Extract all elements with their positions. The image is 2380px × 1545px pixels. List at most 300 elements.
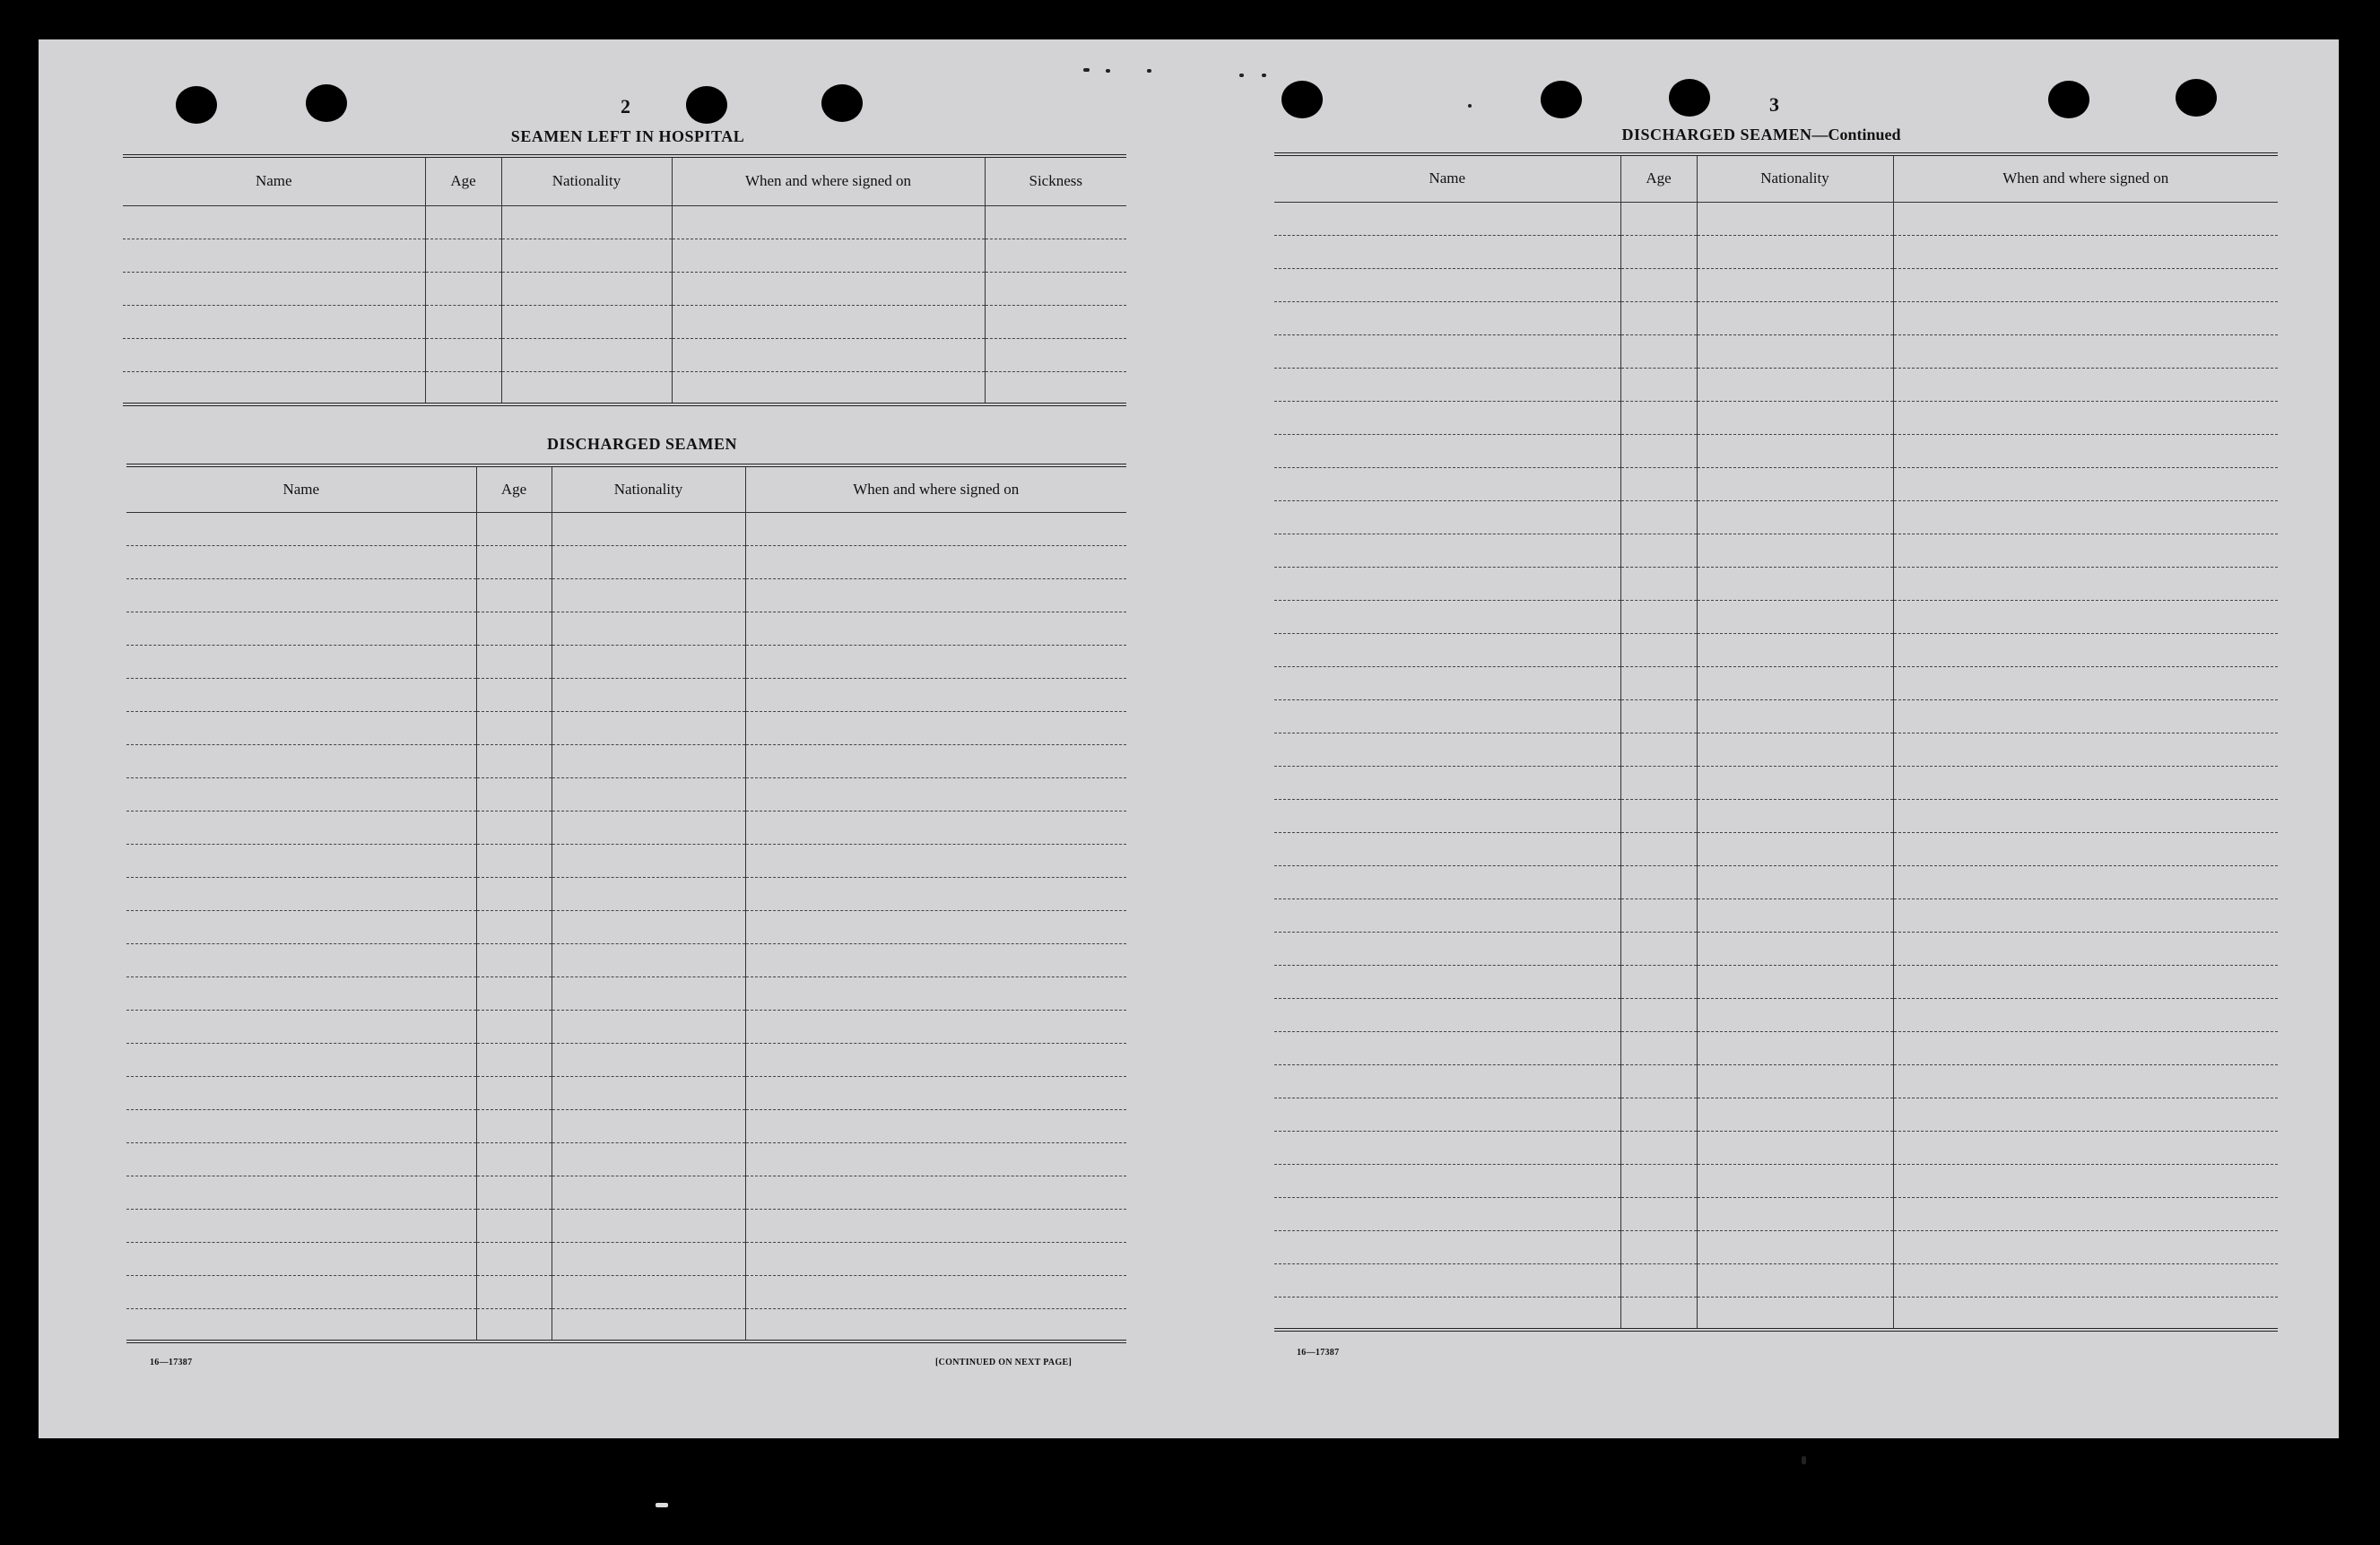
- blank-entry-cell: [1893, 334, 2278, 368]
- blank-entry-cell: [1893, 434, 2278, 467]
- blank-entry-cell: [1620, 1031, 1697, 1064]
- column-header-signed-on: When and where signed on: [672, 156, 985, 205]
- blank-entry-row: [126, 1142, 1126, 1176]
- blank-entry-cell: [1893, 1131, 2278, 1164]
- blank-entry-cell: [552, 943, 745, 976]
- blank-entry-cell: [1697, 401, 1893, 434]
- blank-entry-row: [1274, 534, 2278, 567]
- discharged-continued-table: [1274, 152, 2278, 1332]
- blank-entry-row: [1274, 1131, 2278, 1164]
- blank-entry-row: [1274, 965, 2278, 998]
- blank-entry-row: [1274, 1297, 2278, 1330]
- blank-entry-cell: [126, 1010, 476, 1043]
- blank-entry-cell: [126, 844, 476, 877]
- blank-entry-row: [1274, 368, 2278, 401]
- blank-entry-cell: [1697, 1297, 1893, 1330]
- blank-entry-cell: [1274, 1131, 1620, 1164]
- blank-entry-cell: [745, 910, 1126, 943]
- blank-entry-cell: [745, 1109, 1126, 1142]
- blank-entry-cell: [1620, 932, 1697, 965]
- blank-entry-row: [1274, 633, 2278, 666]
- blank-entry-cell: [1620, 1197, 1697, 1230]
- blank-entry-row: [126, 744, 1126, 777]
- blank-entry-cell: [1620, 500, 1697, 534]
- blank-entry-cell: [1697, 733, 1893, 766]
- blank-entry-cell: [552, 777, 745, 811]
- discharged-table: [126, 464, 1126, 1343]
- blank-entry-cell: [126, 578, 476, 612]
- blank-entry-cell: [1620, 965, 1697, 998]
- column-header-signed-on: When and where signed on: [745, 465, 1126, 512]
- blank-entry-cell: [476, 844, 552, 877]
- blank-entry-cell: [1274, 1230, 1620, 1263]
- blank-entry-cell: [745, 1043, 1126, 1076]
- blank-entry-row: [1274, 799, 2278, 832]
- blank-entry-cell: [1893, 932, 2278, 965]
- blank-entry-cell: [476, 943, 552, 976]
- blank-entry-cell: [123, 338, 425, 371]
- column-header-sickness: Sickness: [985, 156, 1126, 205]
- blank-entry-cell: [745, 1010, 1126, 1043]
- blank-entry-row: [1274, 766, 2278, 799]
- blank-entry-cell: [745, 1209, 1126, 1242]
- blank-entry-cell: [1274, 434, 1620, 467]
- blank-entry-cell: [672, 272, 985, 305]
- blank-entry-cell: [1893, 567, 2278, 600]
- blank-entry-cell: [1697, 1197, 1893, 1230]
- blank-entry-cell: [501, 338, 672, 371]
- blank-entry-cell: [1893, 865, 2278, 898]
- blank-entry-cell: [1697, 766, 1893, 799]
- blank-entry-cell: [1274, 898, 1620, 932]
- blank-entry-cell: [476, 744, 552, 777]
- blank-entry-cell: [552, 811, 745, 844]
- blank-entry-cell: [745, 512, 1126, 545]
- blank-entry-cell: [476, 578, 552, 612]
- blank-entry-row: [1274, 268, 2278, 301]
- blank-entry-cell: [1620, 235, 1697, 268]
- blank-entry-cell: [425, 239, 501, 272]
- blank-entry-cell: [1697, 1263, 1893, 1297]
- blank-entry-cell: [745, 578, 1126, 612]
- blank-entry-cell: [1620, 865, 1697, 898]
- blank-entry-cell: [1697, 932, 1893, 965]
- blank-entry-cell: [1620, 1230, 1697, 1263]
- blank-entry-cell: [1620, 666, 1697, 699]
- blank-entry-cell: [126, 744, 476, 777]
- blank-entry-cell: [552, 545, 745, 578]
- blank-entry-cell: [1697, 1164, 1893, 1197]
- blank-entry-cell: [745, 744, 1126, 777]
- blank-entry-cell: [552, 512, 745, 545]
- blank-entry-cell: [1620, 998, 1697, 1031]
- blank-entry-cell: [126, 877, 476, 910]
- blank-entry-cell: [126, 777, 476, 811]
- blank-entry-cell: [672, 305, 985, 338]
- punch-hole: [1541, 81, 1582, 118]
- blank-entry-cell: [501, 239, 672, 272]
- page-number: 3: [1769, 93, 1779, 116]
- blank-entry-cell: [1697, 434, 1893, 467]
- blank-entry-cell: [126, 711, 476, 744]
- blank-entry-cell: [552, 1275, 745, 1308]
- blank-entry-cell: [476, 1043, 552, 1076]
- blank-entry-cell: [1697, 600, 1893, 633]
- punch-hole: [306, 84, 347, 122]
- column-header-signed-on: When and where signed on: [1893, 154, 2278, 202]
- hospital-section-title: SEAMEN LEFT IN HOSPITAL: [510, 127, 745, 145]
- blank-entry-cell: [745, 1142, 1126, 1176]
- blank-entry-cell: [1893, 666, 2278, 699]
- blank-entry-cell: [1620, 434, 1697, 467]
- blank-entry-row: [126, 943, 1126, 976]
- blank-entry-row: [1274, 235, 2278, 268]
- blank-entry-row: [126, 1043, 1126, 1076]
- column-header-nationality: Nationality: [501, 156, 672, 205]
- blank-entry-cell: [745, 711, 1126, 744]
- blank-entry-row: [1274, 567, 2278, 600]
- blank-entry-cell: [126, 910, 476, 943]
- blank-entry-cell: [123, 239, 425, 272]
- blank-entry-cell: [1697, 301, 1893, 334]
- blank-entry-row: [123, 305, 1126, 338]
- blank-entry-cell: [1620, 368, 1697, 401]
- blank-entry-cell: [1697, 998, 1893, 1031]
- blank-entry-row: [1274, 733, 2278, 766]
- blank-entry-cell: [476, 910, 552, 943]
- left-page: [39, 39, 1193, 1438]
- blank-entry-cell: [1697, 567, 1893, 600]
- blank-entry-cell: [1620, 334, 1697, 368]
- blank-entry-row: [123, 272, 1126, 305]
- blank-entry-row: [126, 1242, 1126, 1275]
- blank-entry-cell: [672, 205, 985, 239]
- blank-entry-cell: [501, 371, 672, 404]
- blank-entry-row: [126, 777, 1126, 811]
- blank-entry-cell: [1620, 1064, 1697, 1098]
- blank-entry-row: [126, 678, 1126, 711]
- blank-entry-cell: [672, 371, 985, 404]
- blank-entry-cell: [745, 1242, 1126, 1275]
- blank-entry-cell: [126, 1176, 476, 1209]
- blank-entry-cell: [476, 877, 552, 910]
- blank-entry-row: [1274, 1031, 2278, 1064]
- blank-entry-cell: [1274, 865, 1620, 898]
- blank-entry-cell: [126, 1142, 476, 1176]
- blank-entry-cell: [552, 877, 745, 910]
- blank-entry-cell: [126, 1043, 476, 1076]
- blank-entry-cell: [1893, 832, 2278, 865]
- blank-entry-cell: [126, 1242, 476, 1275]
- blank-entry-cell: [1274, 733, 1620, 766]
- blank-entry-cell: [1620, 401, 1697, 434]
- blank-entry-cell: [476, 1142, 552, 1176]
- blank-entry-cell: [552, 1308, 745, 1341]
- blank-entry-cell: [1274, 799, 1620, 832]
- page-number: 2: [621, 95, 630, 117]
- column-header-name: Name: [126, 465, 476, 512]
- blank-entry-cell: [126, 1076, 476, 1109]
- blank-entry-cell: [1274, 202, 1620, 235]
- blank-entry-cell: [1274, 1098, 1620, 1131]
- blank-entry-cell: [1893, 368, 2278, 401]
- blank-entry-row: [1274, 1230, 2278, 1263]
- column-header-age: Age: [1620, 154, 1697, 202]
- blank-entry-cell: [1274, 633, 1620, 666]
- blank-entry-cell: [501, 305, 672, 338]
- blank-entry-cell: [476, 612, 552, 645]
- column-header-age: Age: [425, 156, 501, 205]
- blank-entry-cell: [1893, 500, 2278, 534]
- blank-entry-cell: [1697, 500, 1893, 534]
- blank-entry-cell: [745, 976, 1126, 1010]
- blank-entry-cell: [985, 371, 1126, 404]
- blank-entry-cell: [1274, 268, 1620, 301]
- blank-entry-cell: [1697, 965, 1893, 998]
- blank-entry-cell: [1697, 1230, 1893, 1263]
- blank-entry-cell: [745, 645, 1126, 678]
- blank-entry-cell: [1697, 1064, 1893, 1098]
- blank-entry-cell: [1620, 1164, 1697, 1197]
- blank-entry-cell: [126, 678, 476, 711]
- blank-entry-cell: [1893, 998, 2278, 1031]
- column-header-nationality: Nationality: [552, 465, 745, 512]
- blank-entry-cell: [126, 811, 476, 844]
- blank-entry-cell: [501, 272, 672, 305]
- blank-entry-cell: [552, 645, 745, 678]
- blank-entry-cell: [1274, 235, 1620, 268]
- punch-hole: [1669, 79, 1710, 117]
- blank-entry-cell: [1620, 467, 1697, 500]
- blank-entry-cell: [1697, 633, 1893, 666]
- blank-entry-cell: [552, 844, 745, 877]
- blank-entry-cell: [1893, 1297, 2278, 1330]
- blank-entry-cell: [1620, 534, 1697, 567]
- blank-entry-cell: [745, 777, 1126, 811]
- blank-entry-row: [1274, 334, 2278, 368]
- blank-entry-cell: [1274, 368, 1620, 401]
- form-code: 16—17387: [1297, 1348, 1340, 1358]
- blank-entry-cell: [126, 1209, 476, 1242]
- blank-entry-cell: [476, 678, 552, 711]
- blank-entry-cell: [985, 239, 1126, 272]
- blank-entry-row: [126, 612, 1126, 645]
- blank-entry-cell: [126, 545, 476, 578]
- blank-entry-cell: [1274, 766, 1620, 799]
- blank-entry-row: [123, 205, 1126, 239]
- blank-entry-cell: [476, 1209, 552, 1242]
- blank-entry-row: [1274, 301, 2278, 334]
- blank-entry-cell: [476, 1176, 552, 1209]
- blank-entry-cell: [1893, 1230, 2278, 1263]
- blank-entry-cell: [476, 545, 552, 578]
- blank-entry-cell: [552, 744, 745, 777]
- blank-entry-row: [126, 844, 1126, 877]
- title-continued: —Continued: [1811, 126, 1901, 143]
- blank-entry-cell: [1274, 1297, 1620, 1330]
- blank-entry-cell: [1620, 600, 1697, 633]
- blank-entry-row: [1274, 600, 2278, 633]
- blank-entry-row: [126, 545, 1126, 578]
- blank-entry-cell: [1893, 202, 2278, 235]
- blank-entry-cell: [552, 1076, 745, 1109]
- blank-entry-cell: [745, 545, 1126, 578]
- blank-entry-cell: [1893, 898, 2278, 932]
- blank-entry-cell: [1274, 334, 1620, 368]
- blank-entry-cell: [123, 205, 425, 239]
- blank-entry-row: [1274, 699, 2278, 733]
- blank-entry-row: [1274, 202, 2278, 235]
- blank-entry-row: [126, 877, 1126, 910]
- blank-entry-cell: [123, 272, 425, 305]
- blank-entry-cell: [1697, 368, 1893, 401]
- column-header-nationality: Nationality: [1697, 154, 1893, 202]
- punch-hole: [686, 86, 727, 124]
- blank-entry-cell: [1697, 467, 1893, 500]
- blank-entry-cell: [1697, 202, 1893, 235]
- blank-entry-cell: [1274, 1164, 1620, 1197]
- blank-entry-row: [1274, 865, 2278, 898]
- blank-entry-cell: [1893, 766, 2278, 799]
- blank-entry-cell: [552, 578, 745, 612]
- hospital-table: [123, 154, 1126, 406]
- blank-entry-cell: [1620, 633, 1697, 666]
- blank-entry-row: [1274, 898, 2278, 932]
- blank-entry-cell: [552, 1010, 745, 1043]
- blank-entry-cell: [552, 678, 745, 711]
- blank-entry-cell: [1620, 1263, 1697, 1297]
- blank-entry-cell: [1697, 1131, 1893, 1164]
- blank-entry-row: [1274, 832, 2278, 865]
- blank-entry-cell: [1274, 567, 1620, 600]
- blank-entry-cell: [1893, 733, 2278, 766]
- blank-entry-cell: [1620, 799, 1697, 832]
- blank-entry-cell: [126, 645, 476, 678]
- blank-entry-cell: [126, 1275, 476, 1308]
- blank-entry-cell: [1620, 733, 1697, 766]
- blank-entry-cell: [745, 1176, 1126, 1209]
- blank-entry-row: [1274, 1098, 2278, 1131]
- blank-entry-cell: [745, 1275, 1126, 1308]
- blank-entry-cell: [123, 305, 425, 338]
- blank-entry-row: [126, 1176, 1126, 1209]
- blank-entry-cell: [1274, 932, 1620, 965]
- blank-entry-cell: [552, 1142, 745, 1176]
- blank-entry-row: [1274, 998, 2278, 1031]
- blank-entry-row: [1274, 434, 2278, 467]
- blank-entry-cell: [1893, 1064, 2278, 1098]
- blank-entry-row: [126, 1209, 1126, 1242]
- blank-entry-cell: [1893, 965, 2278, 998]
- blank-entry-cell: [745, 877, 1126, 910]
- blank-entry-cell: [745, 844, 1126, 877]
- blank-entry-row: [1274, 467, 2278, 500]
- blank-entry-cell: [985, 305, 1126, 338]
- blank-entry-row: [126, 512, 1126, 545]
- blank-entry-cell: [476, 1242, 552, 1275]
- blank-entry-cell: [1697, 235, 1893, 268]
- blank-entry-cell: [476, 811, 552, 844]
- blank-entry-cell: [1893, 235, 2278, 268]
- column-header-age: Age: [476, 465, 552, 512]
- blank-entry-cell: [745, 1308, 1126, 1341]
- blank-entry-cell: [123, 371, 425, 404]
- blank-entry-cell: [1274, 699, 1620, 733]
- blank-entry-row: [1274, 1064, 2278, 1098]
- blank-entry-cell: [1620, 1131, 1697, 1164]
- punch-hole: [2176, 79, 2217, 117]
- blank-entry-cell: [1893, 401, 2278, 434]
- continued-note: [CONTINUED ON NEXT PAGE]: [935, 1358, 1073, 1367]
- blank-entry-cell: [1620, 766, 1697, 799]
- blank-entry-cell: [1274, 1197, 1620, 1230]
- blank-entry-cell: [1620, 1098, 1697, 1131]
- punch-hole: [1281, 81, 1323, 118]
- blank-entry-row: [126, 910, 1126, 943]
- blank-entry-cell: [552, 1242, 745, 1275]
- blank-entry-cell: [1893, 1031, 2278, 1064]
- blank-entry-row: [126, 1275, 1126, 1308]
- blank-entry-cell: [985, 272, 1126, 305]
- blank-entry-cell: [1697, 699, 1893, 733]
- blank-entry-cell: [1620, 567, 1697, 600]
- blank-entry-row: [126, 711, 1126, 744]
- column-header-name: Name: [1274, 154, 1620, 202]
- blank-entry-cell: [476, 1076, 552, 1109]
- blank-entry-cell: [1274, 965, 1620, 998]
- blank-entry-cell: [425, 305, 501, 338]
- blank-entry-cell: [1697, 832, 1893, 865]
- blank-entry-row: [1274, 401, 2278, 434]
- blank-entry-row: [126, 1010, 1126, 1043]
- blank-entry-cell: [672, 338, 985, 371]
- blank-entry-cell: [425, 371, 501, 404]
- blank-entry-cell: [1893, 1164, 2278, 1197]
- blank-entry-cell: [552, 910, 745, 943]
- blank-entry-cell: [1893, 301, 2278, 334]
- blank-entry-row: [126, 1308, 1126, 1341]
- blank-entry-cell: [476, 1010, 552, 1043]
- blank-entry-row: [1274, 666, 2278, 699]
- blank-entry-cell: [745, 678, 1126, 711]
- blank-entry-cell: [1620, 699, 1697, 733]
- blank-entry-cell: [1893, 1263, 2278, 1297]
- blank-entry-row: [126, 1076, 1126, 1109]
- blank-entry-cell: [985, 338, 1126, 371]
- blank-entry-row: [126, 645, 1126, 678]
- blank-entry-cell: [476, 645, 552, 678]
- blank-entry-cell: [1697, 1031, 1893, 1064]
- blank-entry-cell: [126, 1109, 476, 1142]
- punch-hole: [2048, 81, 2089, 118]
- blank-entry-cell: [1697, 799, 1893, 832]
- blank-entry-cell: [1274, 600, 1620, 633]
- blank-entry-cell: [745, 943, 1126, 976]
- blank-entry-cell: [1697, 534, 1893, 567]
- blank-entry-row: [1274, 500, 2278, 534]
- blank-entry-cell: [1274, 534, 1620, 567]
- blank-entry-cell: [672, 239, 985, 272]
- blank-entry-row: [126, 578, 1126, 612]
- blank-entry-cell: [1893, 534, 2278, 567]
- blank-entry-cell: [1893, 600, 2278, 633]
- right-page: [1186, 39, 2339, 1438]
- blank-entry-cell: [1274, 500, 1620, 534]
- blank-entry-cell: [1274, 467, 1620, 500]
- blank-entry-cell: [126, 512, 476, 545]
- blank-entry-cell: [552, 1209, 745, 1242]
- blank-entry-cell: [1274, 1263, 1620, 1297]
